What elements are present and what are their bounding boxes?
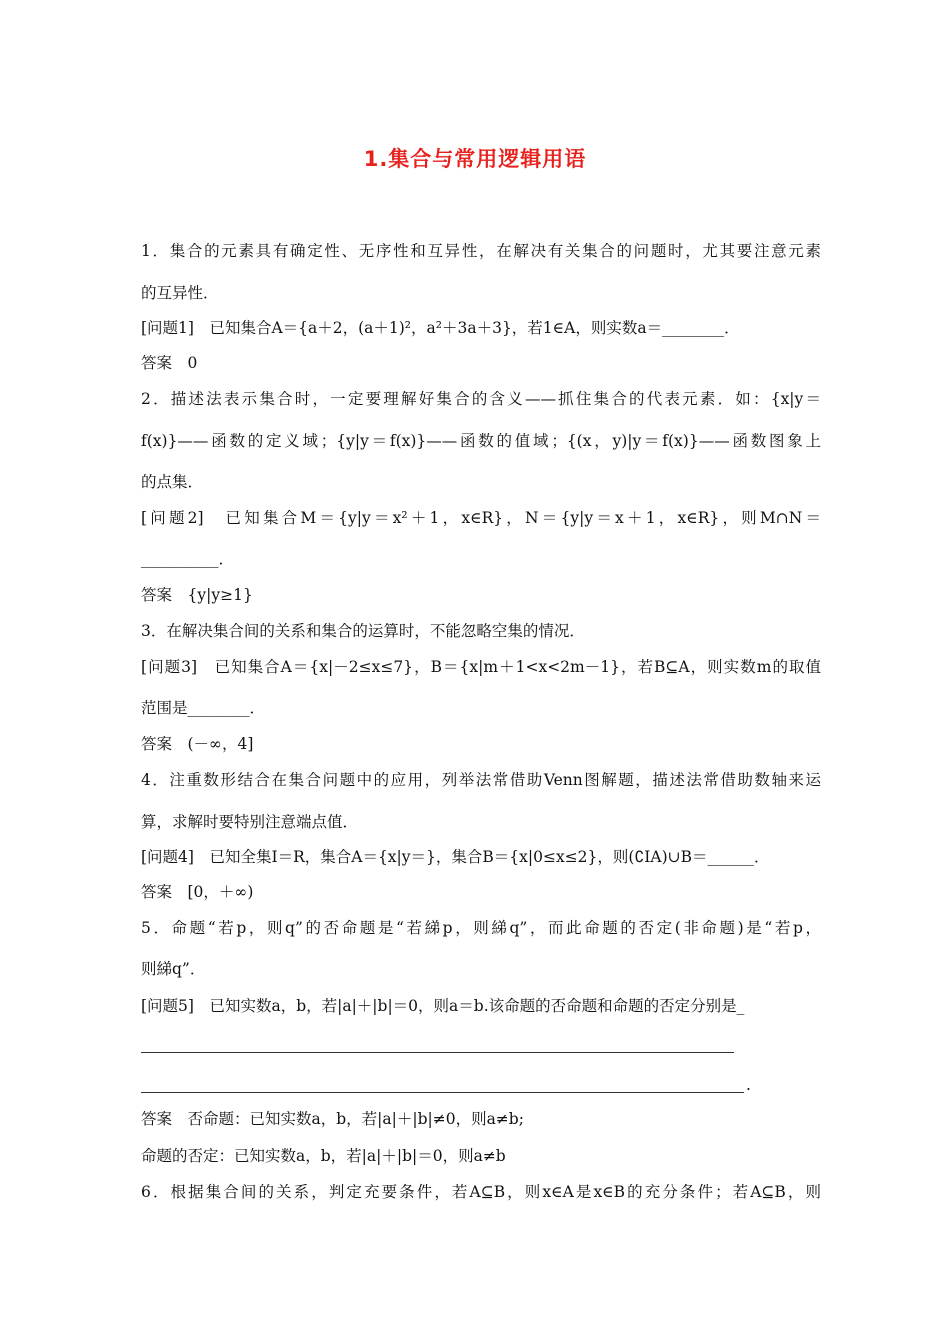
text-line: 算，求解时要特别注意端点值． [141, 813, 359, 831]
problem-4: [问题4] 已知全集I＝R，集合A＝{x|y＝}，集合B＝{x|0≤x≤2}，则(∁IA)∪B＝______． [141, 848, 770, 866]
answer-blank-line [141, 1092, 744, 1093]
answer-4: 答案 [0，＋∞) [141, 883, 254, 901]
answer-3: 答案 (－∞，4] [141, 735, 254, 753]
answer-5: 答案 否命题：已知实数a，b，若|a|＋|b|≠0，则a≠b; [141, 1110, 524, 1128]
text-line: 3．在解决集合间的关系和集合的运算时，不能忽略空集的情况． [141, 622, 585, 640]
text-line: 范围是________． [141, 699, 266, 717]
text-line: __________． [141, 550, 235, 568]
text-line: 则綈q”． [141, 960, 206, 978]
text-line: 1．集合的元素具有确定性、无序性和互异性，在解决有关集合的问题时，尤其要注意元素 [141, 242, 821, 260]
text-line: 5．命题“若p，则q”的否命题是“若綈p，则綈q”，而此命题的否定(非命题)是“若p， [141, 919, 821, 937]
problem-1: [问题1] 已知集合A＝{a＋2，(a＋1)²，a²＋3a＋3}，若1∈A，则实数a＝________． [141, 319, 740, 337]
text-line: 2．描述法表示集合时，一定要理解好集合的含义——抓住集合的代表元素．如：{x|y＝ [141, 390, 821, 408]
text-line: 的点集． [141, 473, 204, 491]
text-line: 6．根据集合间的关系，判定充要条件，若A⊆B，则x∈A是x∈B的充分条件；若A⊆B，则 [141, 1183, 821, 1201]
text-line: 的互异性． [141, 284, 219, 302]
answer-2: 答案 {y|y≥1} [141, 586, 253, 604]
end-dot: . [746, 1076, 751, 1094]
problem-5: [问题5] 已知实数a，b，若|a|＋|b|＝0，则a＝b.该命题的否命题和命题的否定分别是_ [141, 997, 745, 1015]
answer-blank-line [141, 1052, 734, 1053]
answer-1: 答案 0 [141, 354, 198, 372]
problem-3: [问题3] 已知集合A＝{x|－2≤x≤7}，B＝{x|m＋1<x<2m－1}，若B⊆A，则实数m的取值 [141, 658, 821, 676]
text-line: 4．注重数形结合在集合问题中的应用，列举法常借助Venn图解题，描述法常借助数轴来运 [141, 771, 821, 789]
text-line: 命题的否定：已知实数a，b，若|a|＋|b|＝0，则a≠b [141, 1147, 506, 1165]
text-line: f(x)}——函数的定义域；{y|y＝f(x)}——函数的值域；{(x，y)|y＝f(x)}——函数图象上 [141, 432, 821, 450]
document-title: 1.集合与常用逻辑用语 [363, 147, 587, 171]
problem-2: [问题2] 已知集合M＝{y|y＝x²＋1，x∈R}，N＝{y|y＝x＋1，x∈R}，则M∩N＝ [141, 509, 821, 527]
